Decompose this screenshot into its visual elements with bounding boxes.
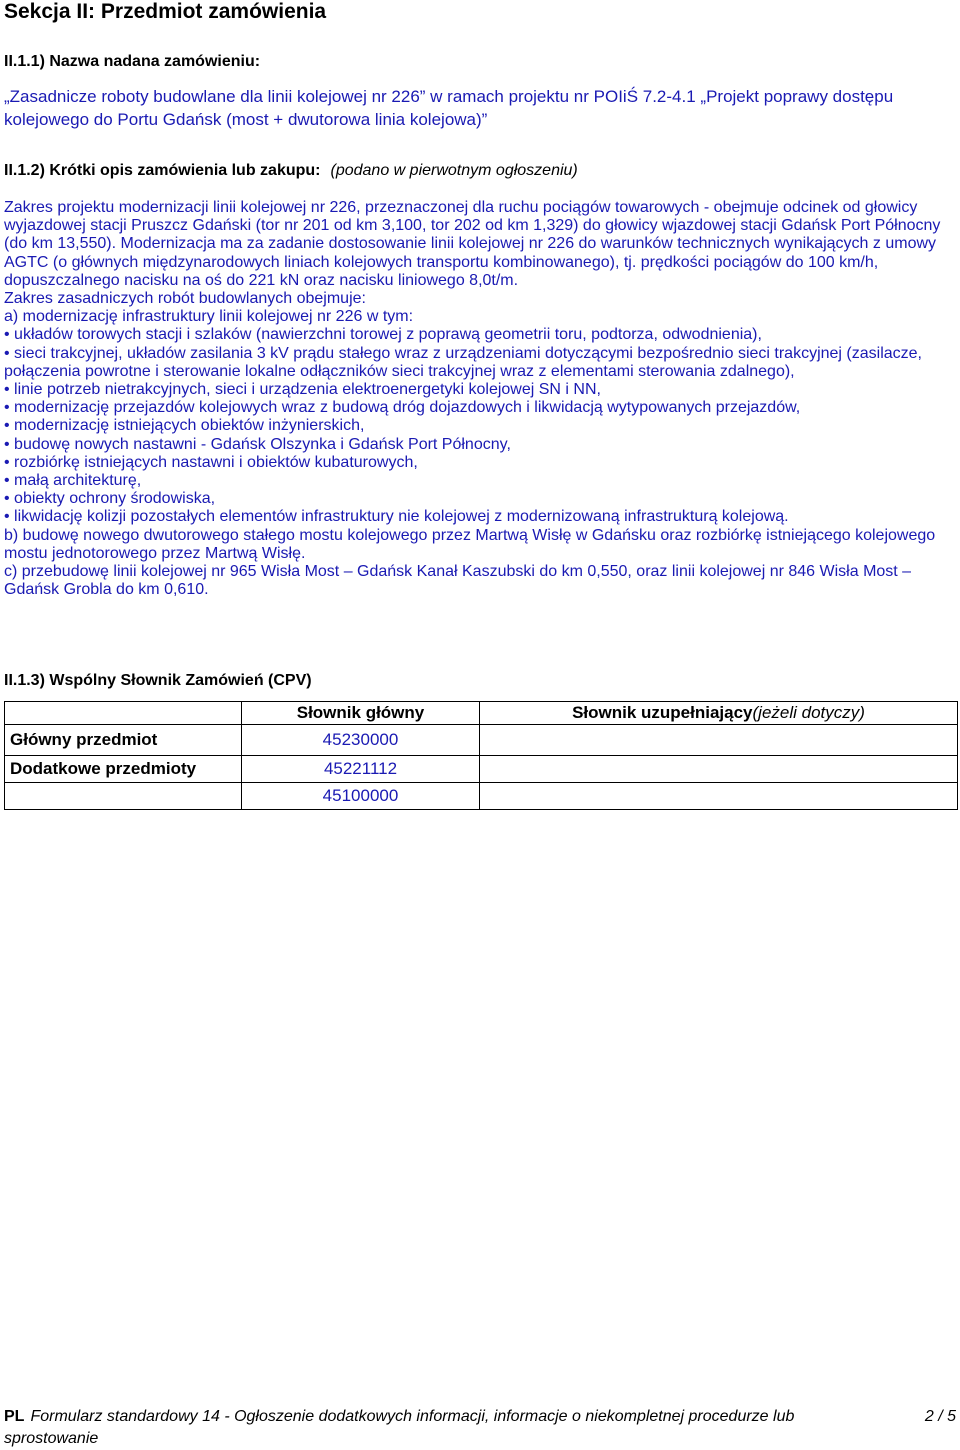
footer-form-name: Formularz standardowy 14 - Ogłoszenie dodatkowych informacji, informacje o niekompletnej procedurze lub <box>30 1408 795 1425</box>
heading-note: (podano w pierwotnym ogłoszeniu) <box>330 162 578 179</box>
heading-cpv: II.1.3) Wspólny Słownik Zamówień (CPV) <box>4 672 312 689</box>
cpv-header-supp <box>480 702 958 725</box>
cpv-row-label: Dodatkowe przedmioty <box>5 756 242 783</box>
cpv-header-empty <box>5 702 242 725</box>
desc-paragraph: c) przebudowę linii kolejowej nr 965 Wisła Most – Gdańsk Kanał Kaszubski do km 0,550, oraz linii kolejowej nr 846 Wisła Most – Gdańsk Grobla do km 0,610. <box>4 563 912 599</box>
cpv-header-row <box>5 702 958 725</box>
desc-paragraph: b) budowę nowego dwutorowego stałego mostu kolejowego przez Martwą Wisłę w Gdańsku oraz rozbiórkę istniejącego kolejowego mostu jednotorowego przez Martwą Wisłę. <box>4 526 936 562</box>
contract-name: „Zasadnicze roboty budowlane dla linii kolejowej nr 226” w ramach projektu nr POIiŚ 7.2-4.1 „Projekt poprawy dostępu kolejowego do Portu Gdańsk (most + dwutorowa linia kolejowa)” <box>4 87 894 129</box>
desc-paragraph: a) modernizację infrastruktury linii kolejowej nr 226 w tym: <box>4 308 414 326</box>
page-footer <box>4 1406 956 1450</box>
desc-bullet: • układów torowych stacji i szlaków (nawierzchni torowej z poprawą geometrii toru, podtorza, odwodnienia), <box>4 326 762 344</box>
cpv-header-supp-note: (jeżeli dotyczy) <box>752 703 865 722</box>
cpv-main-code: 45221112 <box>242 756 480 783</box>
desc-bullet: • linie potrzeb nietrakcyjnych, sieci i urządzenia elektroenergetyki kolejowej SN i NN, <box>4 381 601 399</box>
cpv-row <box>5 725 958 756</box>
cpv-table <box>4 701 958 810</box>
cpv-main-code: 45230000 <box>242 725 480 756</box>
heading-short-description <box>4 161 578 181</box>
footer-line <box>4 1406 884 1428</box>
desc-bullet: • modernizację przejazdów kolejowych wraz z budową dróg dojazdowych i likwidacją wytypowanych przejazdów, <box>4 399 801 417</box>
cpv-supp-code <box>480 725 958 756</box>
desc-bullet: • likwidację kolizji pozostałych elementów infrastruktury nie kolejowej z modernizowaną infrastrukturą kolejową. <box>4 508 789 526</box>
heading-short-description-label: II.1.2) Krótki opis zamówienia lub zakupu: <box>4 162 321 179</box>
heading-name: II.1.1) Nazwa nadana zamówieniu: <box>4 53 261 70</box>
desc-bullet: • małą architekturę, <box>4 472 142 490</box>
short-description <box>4 199 952 599</box>
desc-bullet: • budowę nowych nastawni - Gdańsk Olszynka i Gdańsk Port Północny, <box>4 435 511 453</box>
desc-bullet: • sieci trakcyjnej, układów zasilania 3 kV prądu stałego wraz z urządzeniami dotyczącymi bezpośrednio sieci trakcyjnej (zasilacze, połączenia powrotne i sterowanie lokalne odłączników sieci trakcyjnej wraz z elementami sterowania zdalnego), <box>4 344 922 380</box>
section-title: Sekcja II: Przedmiot zamówienia <box>4 0 327 23</box>
cpv-row-label: Główny przedmiot <box>5 725 242 756</box>
footer-form-name-cont: sprostowanie <box>4 1430 99 1447</box>
cpv-supp-code <box>480 756 958 783</box>
desc-bullet: • modernizację istniejących obiektów inżynierskich, <box>4 417 365 435</box>
desc-paragraph: Zakres zasadniczych robót budowlanych obejmuje: <box>4 290 366 308</box>
cpv-header-supp-label: Słownik uzupełniający <box>572 703 753 722</box>
cpv-main-code: 45100000 <box>242 783 480 810</box>
desc-bullet: • rozbiórkę istniejących nastawni i obiektów kubaturowych, <box>4 453 418 471</box>
footer-lang: PL <box>4 1408 25 1425</box>
desc-paragraph: Zakres projektu modernizacji linii kolejowej nr 226, przeznaczonej dla ruchu pociągów towarowych - obejmuje odcinek od głowicy wyjazdowej stacji Pruszcz Gdański (tor nr 201 od km 3,100, tor 202 od km 1,329) do głowicy wjazdowej stacji Gdańsk Port Północny (do km 13,550). Modernizacja ma za zadanie dostosowanie linii kolejowej nr 226 do warunków technicznych wynikających z umowy AGTC (o głównych międzynarodowych liniach kolejowych transportu kombinowanego), tj. prędkości pociągów do 100 km/h, dopuszczalnego nacisku na oś do 221 kN oraz nacisku liniowego 8,0t/m. <box>4 199 941 289</box>
page-number: 2 / 5 <box>924 1408 956 1425</box>
cpv-header-main: Słownik główny <box>242 702 480 725</box>
desc-bullet: • obiekty ochrony środowiska, <box>4 490 216 508</box>
cpv-supp-code <box>480 783 958 810</box>
cpv-row <box>5 783 958 810</box>
cpv-row <box>5 756 958 783</box>
cpv-row-label <box>5 783 242 810</box>
